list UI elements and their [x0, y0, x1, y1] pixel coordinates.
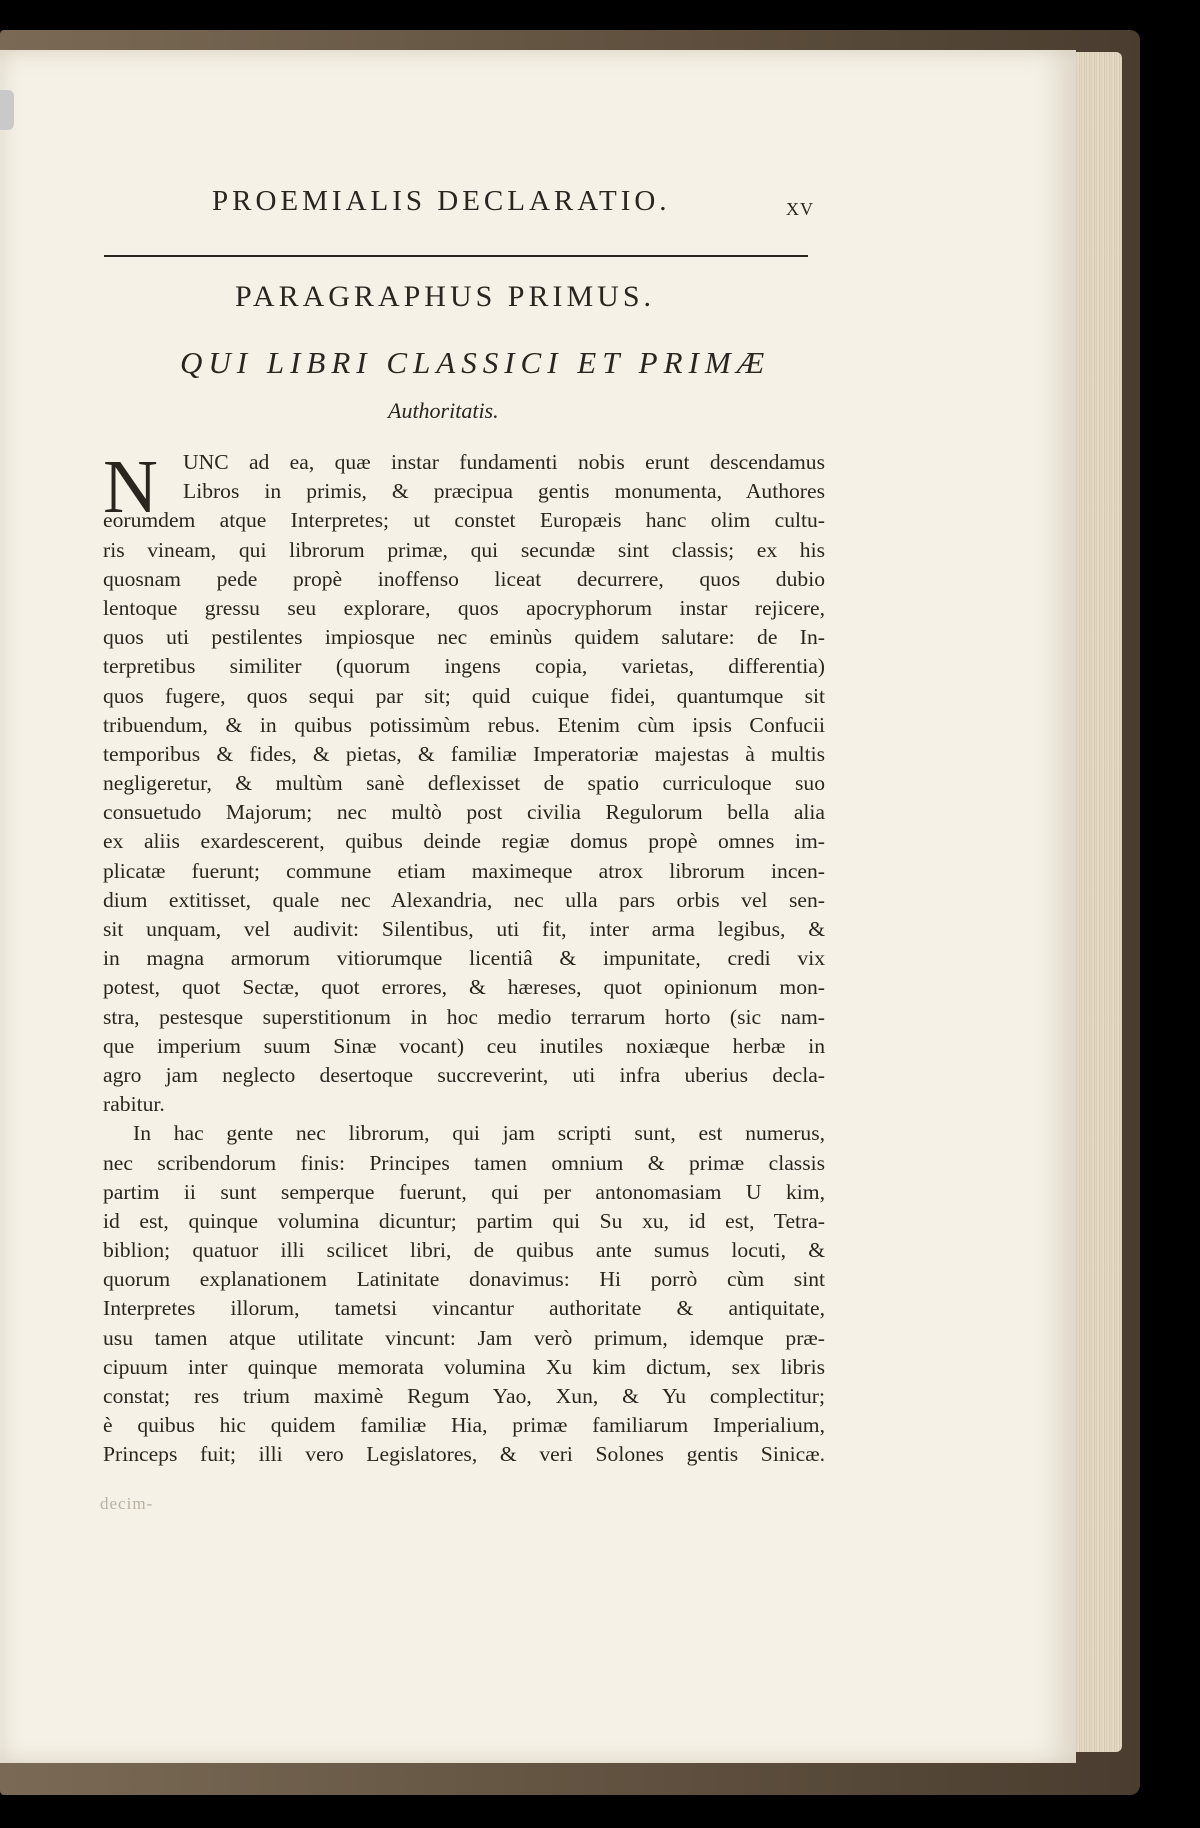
- text-line: quorum explanationem Latinitate donavimus: Hi porrò cùm sint: [103, 1267, 825, 1292]
- text-line: In hac gente nec librorum, qui jam scripti sunt, est numerus,: [133, 1121, 825, 1146]
- text-line: dium extitisset, quale nec Alexandria, nec ulla pars orbis vel sen-: [103, 887, 825, 912]
- text-line: lentoque gressu seu explorare, quos apocryphorum instar rejicere,: [103, 595, 825, 620]
- page-number: xv: [786, 192, 814, 221]
- text-line: UNC ad ea, quæ instar fundamenti nobis erunt descendamus: [183, 450, 825, 474]
- text-line: consuetudo Majorum; nec multò post civilia Regulorum bella alia: [103, 800, 825, 825]
- text-line: constat; res trium maximè Regum Yao, Xun, & Yu complectitur;: [103, 1384, 825, 1408]
- text-line: in magna armorum vitiorumque licentiâ & impunitate, credi vix: [103, 946, 825, 971]
- running-head: PROEMIALIS DECLARATIO.: [212, 185, 671, 217]
- text-line: potest, quot Sectæ, quot errores, & hæreses, quot opinionum mon-: [103, 975, 825, 1000]
- drop-cap: N: [103, 445, 158, 529]
- chapter-title: QUI LIBRI CLASSICI ET PRIMÆ: [180, 345, 771, 380]
- text-line: Interpretes illorum, tametsi vincantur authoritate & antiquitate,: [103, 1296, 825, 1321]
- paragraph-title: PARAGRAPHUS PRIMUS.: [235, 280, 656, 313]
- text-line: Libros in primis, & præcipua gentis monumenta, Authores: [183, 479, 825, 504]
- text-line: que imperium suum Sinæ vocant) ceu inutiles noxiæque herbæ in: [103, 1033, 825, 1058]
- text-line: è quibus hic quidem familiæ Hia, primæ familiarum Imperialium,: [103, 1413, 825, 1438]
- text-line: sit unquam, vel audivit: Silentibus, uti fit, inter arma legibus, &: [103, 917, 825, 941]
- text-line: Princeps fuit; illi vero Legislatores, & veri Solones gentis Sinicæ.: [103, 1442, 825, 1467]
- text-line: negligeretur, & multùm sanè deflexisset de spatio curriculoque suo: [103, 771, 825, 796]
- text-line: biblion; quatuor illi scilicet libri, de quibus ante sumus locuti, &: [103, 1238, 825, 1263]
- catchword: decim-: [100, 1494, 154, 1513]
- text-line: stra, pestesque superstitionum in hoc medio terrarum horto (sic nam-: [103, 1004, 825, 1029]
- text-line: temporibus & fides, & pietas, & familiæ Imperatoriæ majestas à multis: [103, 741, 825, 766]
- text-line: ris vineam, qui librorum primæ, qui secundæ sint classis; ex his: [103, 537, 825, 562]
- text-line: cipuum inter quinque memorata volumina Xu kim dictum, sex libris: [103, 1354, 825, 1379]
- text-line: terpretibus similiter (quorum ingens copia, varietas, differentia): [103, 654, 825, 679]
- body-text: [103, 445, 825, 1470]
- header-rule: [104, 255, 808, 257]
- text-line: partim ii sunt semperque fuerunt, qui per antonomasiam U kim,: [103, 1179, 825, 1204]
- text-line: usu tamen atque utilitate vincunt: Jam verò primum, idemque præ-: [103, 1325, 825, 1350]
- text-line: rabitur.: [103, 1092, 165, 1117]
- text-line: nec scribendorum finis: Principes tamen omnium & primæ classis: [103, 1150, 825, 1175]
- chapter-subtitle: Authoritatis.: [388, 398, 499, 423]
- text-line: quosnam pede propè inoffenso liceat decurrere, quos dubio: [103, 566, 825, 591]
- spine-clip: [0, 90, 14, 130]
- text-line: plicatæ fuerunt; commune etiam maximeque atrox librorum incen-: [103, 858, 825, 883]
- text-line: id est, quinque volumina dicuntur; partim qui Su xu, id est, Tetra-: [103, 1208, 825, 1233]
- text-line: quos fugere, quos sequi par sit; quid cuique fidei, quantumque sit: [103, 683, 825, 708]
- text-line: tribuendum, & in quibus potissimùm rebus. Etenim cùm ipsis Confucii: [103, 712, 825, 737]
- text-line: quos uti pestilentes impiosque nec eminùs quidem salutare: de In-: [103, 625, 825, 650]
- text-line: agro jam neglecto desertoque succreverint, uti infra uberius decla-: [103, 1062, 825, 1087]
- text-line: eorumdem atque Interpretes; ut constet Europæis hanc olim cultu-: [103, 508, 825, 533]
- text-line: ex aliis exardescerent, quibus deinde regiæ domus propè omnes im-: [103, 829, 825, 854]
- page-stack-edge: [1070, 52, 1122, 1752]
